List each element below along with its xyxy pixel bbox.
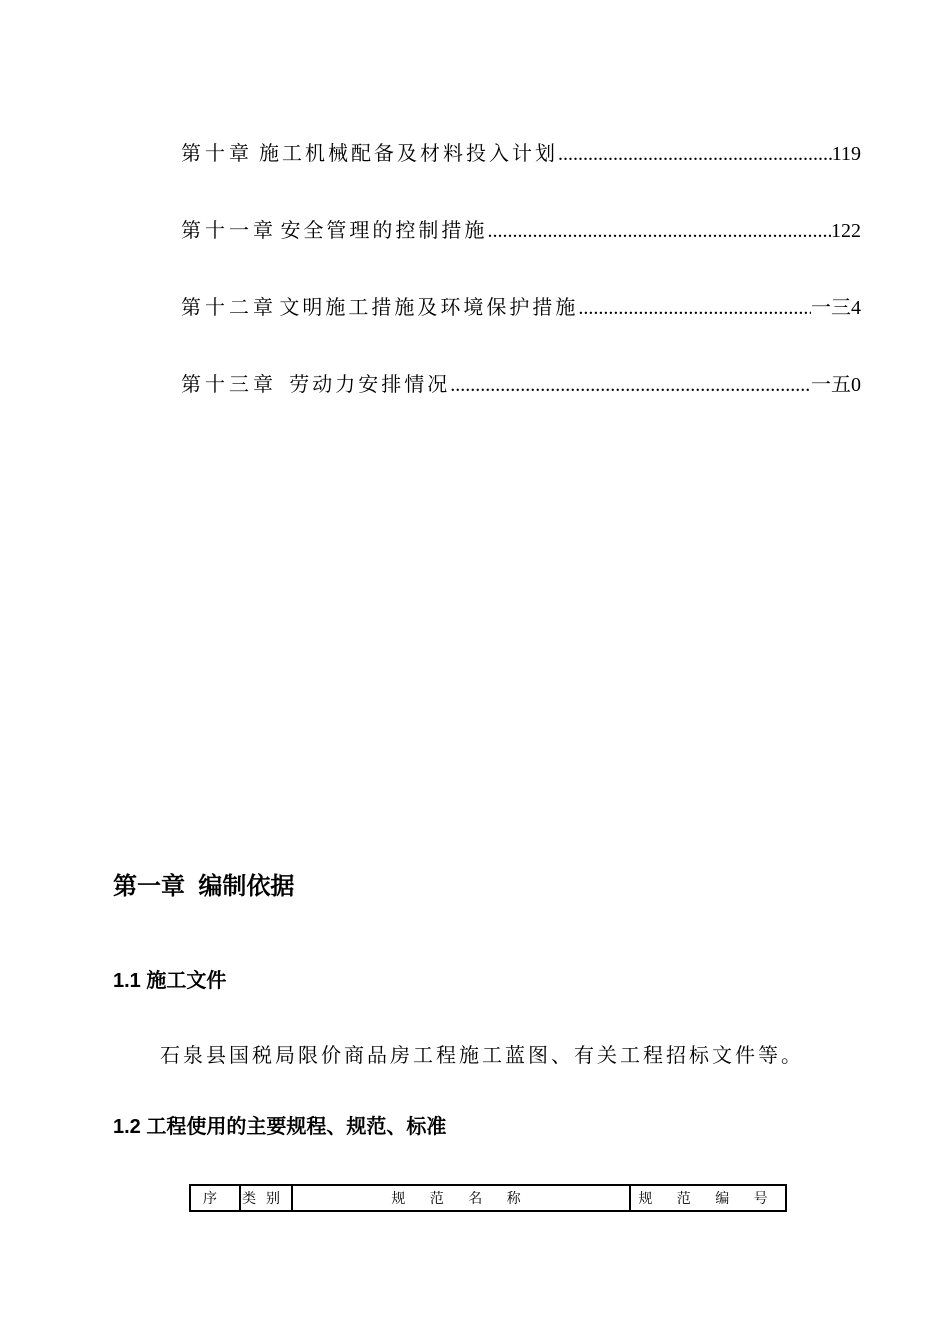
toc-entry[interactable] (181, 291, 861, 319)
table-header-row (190, 1185, 786, 1211)
column-header-spec-name: 规 范 名 称 (292, 1185, 630, 1211)
toc-page-number: 一三4 (811, 297, 861, 319)
toc-chapter-label: 第十章 (181, 141, 253, 165)
section-1-1-paragraph: 石泉县国税局限价商品房工程施工蓝图、有关工程招标文件等。 (160, 1043, 804, 1067)
chapter-heading: 第一章 编制依据 (113, 873, 295, 900)
toc-chapter-label: 第十一章 (181, 218, 277, 242)
toc-entry[interactable] (181, 214, 861, 242)
toc-page-number: 119 (831, 143, 861, 165)
toc-entry-title: 安全管理的控制措施 (280, 218, 488, 242)
toc-chapter-label: 第十三章 (181, 372, 277, 396)
toc-page-number: 一五0 (811, 374, 861, 396)
toc-dot-leader (450, 374, 811, 398)
toc-dot-leader (578, 297, 811, 321)
toc-chapter-label: 第十二章 (181, 295, 277, 319)
column-header-spec-code: 规 范 编 号 (630, 1185, 786, 1211)
toc-dot-leader (487, 220, 831, 244)
toc-entry-title: 劳动力安排情况 (289, 372, 451, 396)
toc-dot-leader (558, 143, 832, 167)
section-heading-1-2: 1.2 工程使用的主要规程、规范、标准 (113, 1116, 447, 1138)
toc-entry-title: 施工机械配备及材料投入计划 (259, 141, 559, 165)
column-header-index: 序 (190, 1185, 240, 1211)
column-header-category: 类别 (240, 1185, 292, 1211)
toc-entry[interactable] (181, 137, 861, 165)
section-heading-1-1: 1.1 施工文件 (113, 970, 227, 992)
spec-table (189, 1184, 787, 1212)
toc-entry-title: 文明施工措施及环境保护措施 (279, 295, 579, 319)
toc-entry[interactable] (181, 368, 861, 396)
toc-page-number: 122 (831, 220, 861, 242)
